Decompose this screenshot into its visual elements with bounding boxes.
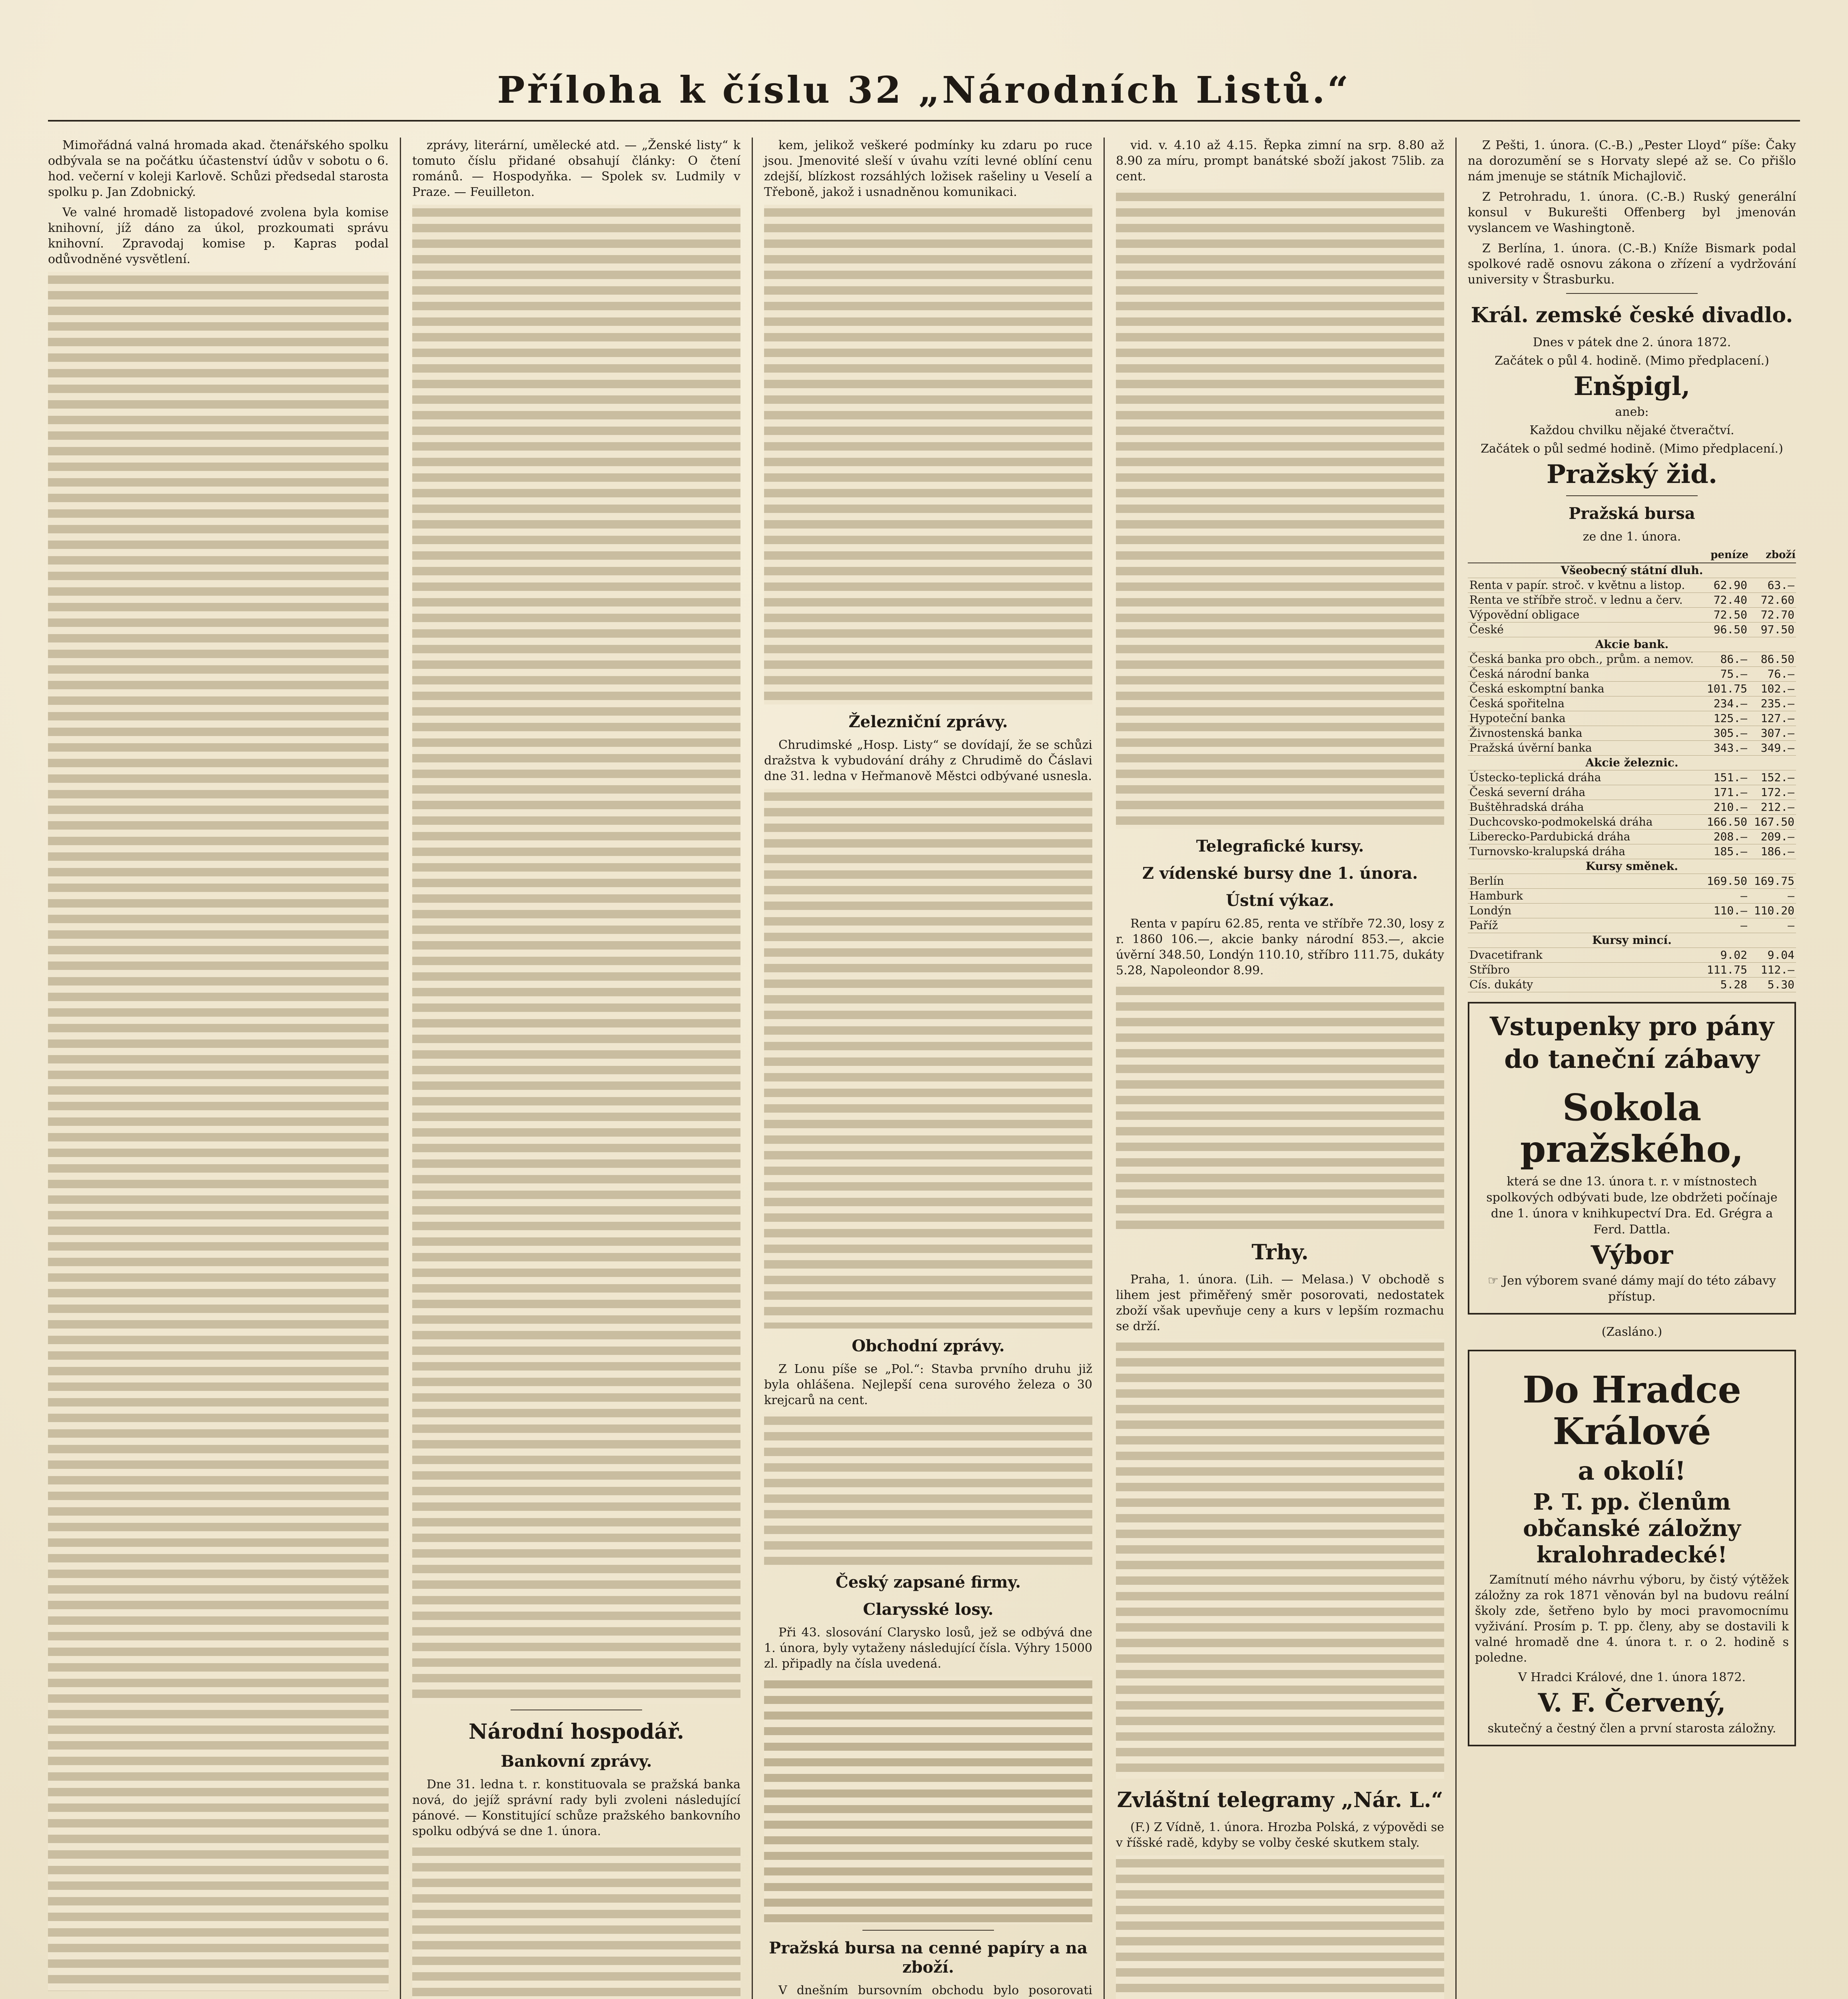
table-row bbox=[1468, 918, 1796, 933]
table-cell-value: 152.— bbox=[1749, 770, 1796, 785]
table-cell-name: Renta v papír. stroč. v květnu a listop. bbox=[1468, 578, 1702, 593]
ad-headline: do taneční zábavy bbox=[1504, 1044, 1760, 1074]
table-cell-value: 349.— bbox=[1749, 741, 1796, 756]
column-1 bbox=[48, 138, 400, 1999]
table-cell-value: 5.28 bbox=[1702, 978, 1749, 992]
zaslano-label: (Zasláno.) bbox=[1601, 1325, 1662, 1339]
play-title: Pražský žid. bbox=[1546, 459, 1718, 489]
article-paragraph: V dnešním bursovním obchodu bylo posorovati bbox=[778, 1983, 1092, 1997]
table-row bbox=[1468, 948, 1796, 963]
table-cell-name: Stříbro bbox=[1468, 963, 1702, 978]
table-category-label: Akcie železnic. bbox=[1468, 756, 1796, 770]
table-row bbox=[1468, 667, 1796, 682]
ad-date: V Hradci Králové, dne 1. února 1872. bbox=[1518, 1670, 1746, 1684]
table-cell-value: 112.— bbox=[1749, 963, 1796, 978]
table-cell-name: Ústecko-teplická dráha bbox=[1468, 770, 1702, 785]
article-paragraph: (F.) Z Vídně, 1. února. Hrozba Polská, z výpovědi se v říšské radě, kdyby se volby české skutkem staly. bbox=[1116, 1820, 1444, 1850]
table-cell-value: 102.— bbox=[1749, 682, 1796, 696]
table-cell-name: Pražská úvěrní banka bbox=[1468, 741, 1702, 756]
table-cell-value: 307.— bbox=[1749, 726, 1796, 741]
masthead bbox=[48, 60, 1800, 122]
table-cell-name: Česká spořitelna bbox=[1468, 696, 1702, 711]
divider bbox=[1566, 495, 1697, 496]
theatre-date: Dnes v pátek dne 2. února 1872. bbox=[1533, 335, 1731, 349]
lottery-number-table bbox=[764, 1676, 1092, 1924]
article-paragraph: Z Petrohradu, 1. února. (C.-B.) Ruský generální konsul v Bukurešti Offenberg byl jmenován vyslancem ve Washingtoně. bbox=[1468, 190, 1796, 235]
table-cell-value: 76.— bbox=[1749, 667, 1796, 682]
subsection-heading: Železniční zprávy. bbox=[848, 712, 1008, 731]
table-cell-name: Výpovědní obligace bbox=[1468, 608, 1702, 622]
article-paragraph: Praha, 1. února. (Lih. — Melasa.) V obchodě s lihem jest přiměřený směr posorovati, nedostatek zboží však upevňuje ceny a kurs v lepším rozmachu se drží. bbox=[1116, 1273, 1444, 1333]
article-paragraph: zprávy, literární, umělecké atd. — „Ženské listy“ k tomuto číslu přidané obsahují články: O čtení románů. — Hospodyňka. — Spolek sv. Ludmily v Praze. — Feuilleton. bbox=[412, 138, 740, 199]
table-cell-value: 343.— bbox=[1702, 741, 1749, 756]
table-cell-value: 96.50 bbox=[1702, 622, 1749, 637]
ad-headline: P. T. pp. členům občanské záložny kralohradecké! bbox=[1523, 1489, 1741, 1568]
column-3 bbox=[752, 138, 1104, 1999]
play-aneb: aneb: bbox=[1615, 405, 1649, 419]
table-cell-name: Česká národní banka bbox=[1468, 667, 1702, 682]
table-cell-name: Hypoteční banka bbox=[1468, 711, 1702, 726]
table-cell-value: 75.— bbox=[1702, 667, 1749, 682]
ad-note-text: Jen výborem svané dámy mají do této zábavy přístup. bbox=[1502, 1274, 1776, 1304]
ad-signature-role: skutečný a čestný člen a první starosta záložny. bbox=[1487, 1722, 1776, 1736]
table-cell-value: 171.— bbox=[1702, 785, 1749, 800]
table-cell-value: 166.50 bbox=[1702, 815, 1749, 830]
ad-headline: Vstupenky pro pány bbox=[1490, 1011, 1774, 1041]
subsection-heading: Ústní výkaz. bbox=[1226, 891, 1334, 910]
table-row bbox=[1468, 785, 1796, 800]
table-row bbox=[1468, 741, 1796, 756]
article-paragraph: vid. v. 4.10 až 4.15. Řepka zimní na srp. 8.80 až 8.90 za míru, prompt banátské sboží jakost 75lib. za cent. bbox=[1116, 138, 1444, 184]
dense-text-block bbox=[1116, 189, 1444, 829]
table-cell-value: 111.75 bbox=[1702, 963, 1749, 978]
table-category-row bbox=[1468, 563, 1796, 578]
table-cell-name: Česká eskomptní banka bbox=[1468, 682, 1702, 696]
article-paragraph: Z Lonu píše se „Pol.“: Stavba prvního druhu již byla ohlášena. Nejlepší cena surového železa o 30 krejcarů na cent. bbox=[764, 1362, 1092, 1407]
subsection-heading: Pražská bursa bbox=[1569, 504, 1695, 523]
subsection-heading: Český zapsané firmy. bbox=[835, 1573, 1021, 1592]
dense-text-block bbox=[412, 205, 740, 1704]
section-heading: Král. zemské české divadlo. bbox=[1471, 303, 1793, 327]
table-cell-value: 169.75 bbox=[1749, 874, 1796, 889]
table-cell-name: Londýn bbox=[1468, 904, 1702, 918]
table-category-row bbox=[1468, 756, 1796, 770]
table-cell-name: Buštěhradská dráha bbox=[1468, 800, 1702, 815]
table-cell-value: 110.20 bbox=[1749, 904, 1796, 918]
table-cell-name: České bbox=[1468, 622, 1702, 637]
subsection-heading: Clarysské losy. bbox=[863, 1600, 994, 1619]
table-cell-value: 167.50 bbox=[1749, 815, 1796, 830]
table-row bbox=[1468, 963, 1796, 978]
table-cell-value: 9.04 bbox=[1749, 948, 1796, 963]
article-paragraph: Mimořádná valná hromada akad. čtenářského spolku odbývala se na počátku účastenství údův v sobotu o 6. hod. večerní v koleji Karlově. Schůzi předsedal starosta spolku p. Jan Zdobnický. bbox=[48, 138, 389, 199]
table-cell-name: Paříž bbox=[1468, 918, 1702, 933]
table-cell-value: 110.— bbox=[1702, 904, 1749, 918]
subsection-heading: Obchodní zprávy. bbox=[852, 1337, 1005, 1355]
column-2 bbox=[400, 138, 752, 1999]
table-row bbox=[1468, 904, 1796, 918]
table-row bbox=[1468, 844, 1796, 859]
col-header-money: peníze bbox=[1702, 547, 1749, 563]
section-heading: Zvláštní telegramy „Nár. L.“ bbox=[1117, 1788, 1443, 1812]
table-cell-name: Renta ve stříbře stroč. v lednu a červ. bbox=[1468, 593, 1702, 608]
column-5 bbox=[1455, 138, 1807, 1999]
table-cell-name: Česká severní dráha bbox=[1468, 785, 1702, 800]
table-cell-value: 72.60 bbox=[1749, 593, 1796, 608]
ad-headline-large: Sokola pražského, bbox=[1520, 1086, 1744, 1171]
article-paragraph: Z Pešti, 1. února. (C.-B.) „Pester Lloyd“ píše: Čaky na dorozumění se s Horvaty slepé až se. Co přišlo nám jmenuje se státník Michajlovič. bbox=[1468, 138, 1796, 184]
table-cell-value: 186.— bbox=[1749, 844, 1796, 859]
table-category-label: Kursy směnek. bbox=[1468, 859, 1796, 874]
table-cell-value: 151.— bbox=[1702, 770, 1749, 785]
ad-body: Zamítnutí mého návrhu výboru, by čistý výtěžek záložny za rok 1871 věnován byl na budovu reální školy zde, šetřeno bylo by moci pravomocnímu vyživání. Prosím p. T. pp. členy, aby se dostavili k valné hromadě dne 4. února t. r. o 2. hodině s poledne. bbox=[1475, 1573, 1789, 1665]
advertisement-sokol bbox=[1468, 1002, 1796, 1315]
table-cell-name: Cís. dukáty bbox=[1468, 978, 1702, 992]
table-row bbox=[1468, 593, 1796, 608]
table-cell-value: 208.— bbox=[1702, 830, 1749, 844]
table-cell-value: 212.— bbox=[1749, 800, 1796, 815]
table-category-label: Akcie bank. bbox=[1468, 637, 1796, 652]
table-cell-name: Duchcovsko-podmokelská dráha bbox=[1468, 815, 1702, 830]
dense-text-block bbox=[412, 1844, 740, 1999]
subsection-heading: Telegrafické kursy. bbox=[1196, 837, 1364, 856]
subsection-heading: Z vídenské bursy dne 1. února. bbox=[1142, 864, 1418, 883]
table-cell-value: 169.50 bbox=[1702, 874, 1749, 889]
theatre-start: Začátek o půl 4. hodině. (Mimo předplacení.) bbox=[1495, 354, 1769, 368]
table-cell-value: 86.50 bbox=[1749, 652, 1796, 667]
section-heading: Národní hospodář. bbox=[469, 1720, 684, 1744]
table-cell-value: 210.— bbox=[1702, 800, 1749, 815]
table-cell-value: 101.75 bbox=[1702, 682, 1749, 696]
table-row bbox=[1468, 578, 1796, 593]
theatre-start: Začátek o půl sedmé hodině. (Mimo předplacení.) bbox=[1481, 442, 1783, 456]
table-cell-value: 97.50 bbox=[1749, 622, 1796, 637]
ad-headline: a okolí! bbox=[1578, 1456, 1686, 1486]
table-cell-value: 72.50 bbox=[1702, 608, 1749, 622]
table-cell-value: 9.02 bbox=[1702, 948, 1749, 963]
columns bbox=[48, 138, 1800, 1999]
table-row bbox=[1468, 711, 1796, 726]
table-cell-value: 5.30 bbox=[1749, 978, 1796, 992]
table-category-row bbox=[1468, 933, 1796, 948]
table-category-label: Kursy mincí. bbox=[1468, 933, 1796, 948]
table-cell-value: 63.— bbox=[1749, 578, 1796, 593]
table-cell-name: Liberecko-Pardubická dráha bbox=[1468, 830, 1702, 844]
ad-signature: Výbor bbox=[1591, 1240, 1673, 1270]
ad-signature: V. F. Červený, bbox=[1538, 1688, 1726, 1718]
subsection-heading: Pražská bursa na cenné papíry a na zboží. bbox=[769, 1939, 1088, 1977]
table-cell-value: — bbox=[1702, 889, 1749, 904]
table-cell-value: 62.90 bbox=[1702, 578, 1749, 593]
table-cell-value: 127.— bbox=[1749, 711, 1796, 726]
article-paragraph: Renta v papíru 62.85, renta ve stříbře 72.30, losy z r. 1860 106.—, akcie banky národní 853.—, akcie úvěrní 348.50, Londýn 110.10, stříbro 111.75, dukáty 5.28, Napoleondor 8.99. bbox=[1116, 917, 1444, 978]
table-category-row bbox=[1468, 637, 1796, 652]
table-row bbox=[1468, 770, 1796, 785]
divider bbox=[862, 1930, 994, 1931]
table-cell-value: 209.— bbox=[1749, 830, 1796, 844]
table-cell-value: 125.— bbox=[1702, 711, 1749, 726]
table-cell-name: Berlín bbox=[1468, 874, 1702, 889]
advertisement-hradec bbox=[1468, 1350, 1796, 1746]
table-row bbox=[1468, 800, 1796, 815]
table-row bbox=[1468, 874, 1796, 889]
table-cell-value: 72.40 bbox=[1702, 593, 1749, 608]
table-row bbox=[1468, 726, 1796, 741]
table-cell-value: 185.— bbox=[1702, 844, 1749, 859]
table-category-row bbox=[1468, 859, 1796, 874]
table-row bbox=[1468, 608, 1796, 622]
bursa-date: ze dne 1. února. bbox=[1583, 530, 1681, 544]
table-cell-value: 234.— bbox=[1702, 696, 1749, 711]
table-cell-value: — bbox=[1749, 918, 1796, 933]
table-row bbox=[1468, 682, 1796, 696]
play-subtitle: Každou chvilku nějaké čtveračtví. bbox=[1529, 423, 1734, 437]
table-cell-value: 72.70 bbox=[1749, 608, 1796, 622]
ad-headline-large: Do Hradce Králové bbox=[1522, 1368, 1742, 1453]
dense-text-block bbox=[48, 272, 389, 1991]
article-paragraph: Ve valné hromadě listopadové zvolena byla komise knihovní, jíž dáno za úkol, prozkoumati správu knihovní. Zpravodaj komise p. Kapras podal odůvodněné vysvětlení. bbox=[48, 205, 389, 266]
table-row bbox=[1468, 622, 1796, 637]
pointing-hand-icon: ☞ bbox=[1488, 1274, 1503, 1288]
table-row bbox=[1468, 830, 1796, 844]
table-row bbox=[1468, 652, 1796, 667]
table-cell-value: 305.— bbox=[1702, 726, 1749, 741]
table-cell-name: Živnostenská banka bbox=[1468, 726, 1702, 741]
article-paragraph: Z Berlína, 1. února. (C.-B.) Kníže Bismark podal spolkové radě osnovu zákona o zřízení a vydržování university v Štrasburku. bbox=[1468, 241, 1796, 287]
table-row bbox=[1468, 889, 1796, 904]
table-cell-name: Turnovsko-kralupská dráha bbox=[1468, 844, 1702, 859]
play-title: Enšpigl, bbox=[1573, 371, 1690, 401]
article-paragraph: Dne 31. ledna t. r. konstituovala se pražská banka nová, do jejíž správní rady byli zvoleni následující pánové. — Konstitující schůze pražského bankovního spolku odbývá se dne 1. února. bbox=[412, 1778, 740, 1838]
ad-body: která se dne 13. února t. r. v místnostech spolkových odbývati bude, lze obdržeti počínaje dne 1. února v knihkupectví Dra. Ed. Grégra a Ferd. Dattla. bbox=[1486, 1175, 1778, 1237]
table-row bbox=[1468, 815, 1796, 830]
dense-text-block bbox=[764, 205, 1092, 704]
article-paragraph: Chrudimské „Hosp. Listy“ se dovídají, že se schůzi dražstva k vybudování dráhy z Chrudimě do Čáslavi dne 31. ledna v Heřmanově Městci odbývané usnesla. bbox=[764, 738, 1092, 783]
column-4 bbox=[1104, 138, 1455, 1999]
divider bbox=[1566, 293, 1697, 294]
table-cell-value: 86.— bbox=[1702, 652, 1749, 667]
article-paragraph: Při 43. slosování Clarysko losů, jež se odbývá dne 1. února, byly vytaženy následující čísla. Výhry 15000 zl. připadly na čísla uvedená. bbox=[764, 1626, 1092, 1671]
col-header-goods: zboží bbox=[1749, 547, 1796, 563]
table-cell-name: Dvacetifrank bbox=[1468, 948, 1702, 963]
table-category-label: Všeobecný státní dluh. bbox=[1468, 563, 1796, 578]
table-cell-value: 235.— bbox=[1749, 696, 1796, 711]
subsection-heading: Bankovní zprávy. bbox=[501, 1752, 652, 1771]
table-cell-value: — bbox=[1702, 918, 1749, 933]
dense-text-block bbox=[1116, 983, 1444, 1231]
table-cell-value: — bbox=[1749, 889, 1796, 904]
dense-text-block bbox=[1116, 1339, 1444, 1779]
table-cell-name: Česká banka pro obch., prům. a nemov. bbox=[1468, 652, 1702, 667]
table-cell-name: Hamburk bbox=[1468, 889, 1702, 904]
dense-text-block bbox=[764, 789, 1092, 1329]
dense-text-block bbox=[764, 1413, 1092, 1565]
table-cell-value: 172.— bbox=[1749, 785, 1796, 800]
table-row bbox=[1468, 978, 1796, 992]
table-row bbox=[1468, 696, 1796, 711]
col-header-name bbox=[1468, 547, 1702, 563]
exchange-table bbox=[1468, 547, 1796, 992]
ad-note bbox=[1475, 1273, 1789, 1305]
article-paragraph: kem, jelikož veškeré podmínky ku zdaru po ruce jsou. Jmenovité sleší v úvahu vzíti levné oblíní cenu zdejší, blízkost rozsáhlých ložisek rašeliny u Veselí a Třeboně, jakož i usnadněnou komunikaci. bbox=[764, 138, 1092, 199]
page-title: Příloha k číslu 32 „Národních Listů.“ bbox=[497, 68, 1351, 112]
dense-text-block bbox=[1116, 1855, 1444, 1999]
section-heading: Trhy. bbox=[1251, 1240, 1309, 1265]
